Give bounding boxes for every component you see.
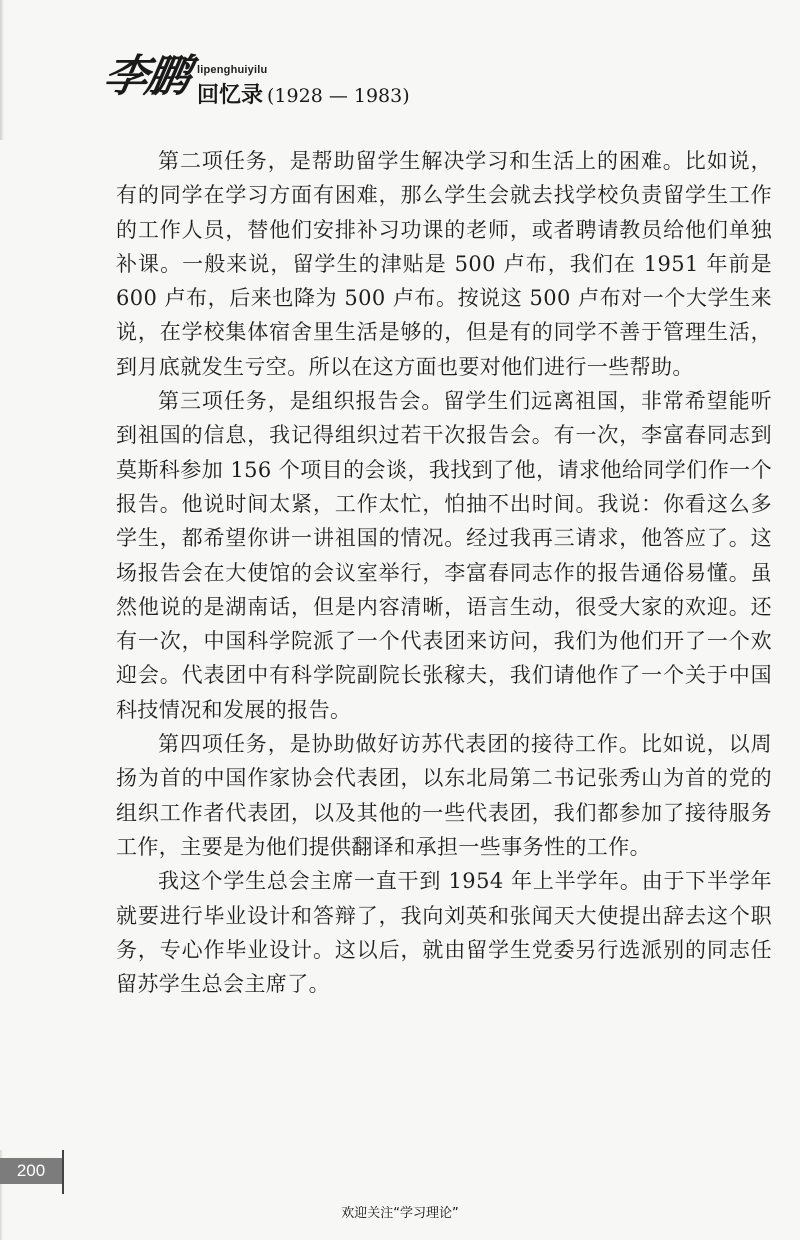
body-text — [116, 144, 772, 1001]
paragraph-1: 第二项任务，是帮助留学生解决学习和生活上的困难。比如说，有的同学在学习方面有困难，那么学生会就去找学校负责留学生工作的工作人员，替他们安排补习功课的老师，或者聘请教员给他们单独补课。一般来说，留学生的津贴是 500 卢布，我们在 1951 年前是 600 卢布，后来也降为 500 卢布。按说这 500 卢布对一个大学生来说，在学校集体宿舍里生活是够的，但是有的同学不善于管理生活，到月底就发生亏空。所以在这方面也要对他们进行一些帮助。 — [116, 149, 772, 379]
running-header — [99, 50, 564, 120]
paragraph-2: 第三项任务，是组织报告会。留学生们远离祖国，非常希望能听到祖国的信息，我记得组织过若干次报告会。有一次，李富春同志到莫斯科参加 156 个项目的会谈，我找到了他，请求他给同学们作一个报告。他说时间太紧，工作太忙，怕抽不出时间。我说：你看这么多学生，都希望你讲一讲祖国的情况。经过我再三请求，他答应了。这场报告会在大使馆的会议室举行，李富春同志作的报告通俗易懂。虽然他说的是湖南话，但是内容清晰，语言生动，很受大家的欢迎。还有一次，中国科学院派了一个代表团来访问，我们为他们开了一个欢迎会。代表团中有科学院副院长张稼夫，我们请他作了一个关于中国科技情况和发展的报告。 — [116, 389, 772, 722]
header-subtitle — [197, 80, 410, 111]
header-title: 回忆录 — [197, 82, 264, 108]
page-edge-shadow — [0, 0, 4, 140]
paragraph-3: 第四项任务，是协助做好访苏代表团的接待工作。比如说，以周扬为首的中国作家协会代表团，以东北局第二书记张秀山为首的党的组织工作者代表团，以及其他的一些代表团，我们都参加了接待服务工作，主要是为他们提供翻译和承担一些事务性的工作。 — [116, 732, 772, 859]
paragraph-4: 我这个学生总会主席一直干到 1954 年上半学年。由于下半学年就要进行毕业设计和答辩了，我向刘英和张闻天大使提出辞去这个职务，专心作毕业设计。这以后，就由留学生党委另行选派别的同志任留苏学生总会主席了。 — [116, 869, 772, 997]
footer-note: 欢迎关注“学习理论” — [341, 1206, 459, 1221]
page-number-divider — [62, 1150, 64, 1194]
header-years: (1928 — 1983) — [267, 85, 410, 107]
page-number: 200 — [0, 1158, 64, 1184]
header-pinyin: lipenghuiyilu — [197, 64, 268, 76]
calligraphy-logo: 李鹏 — [99, 51, 193, 102]
